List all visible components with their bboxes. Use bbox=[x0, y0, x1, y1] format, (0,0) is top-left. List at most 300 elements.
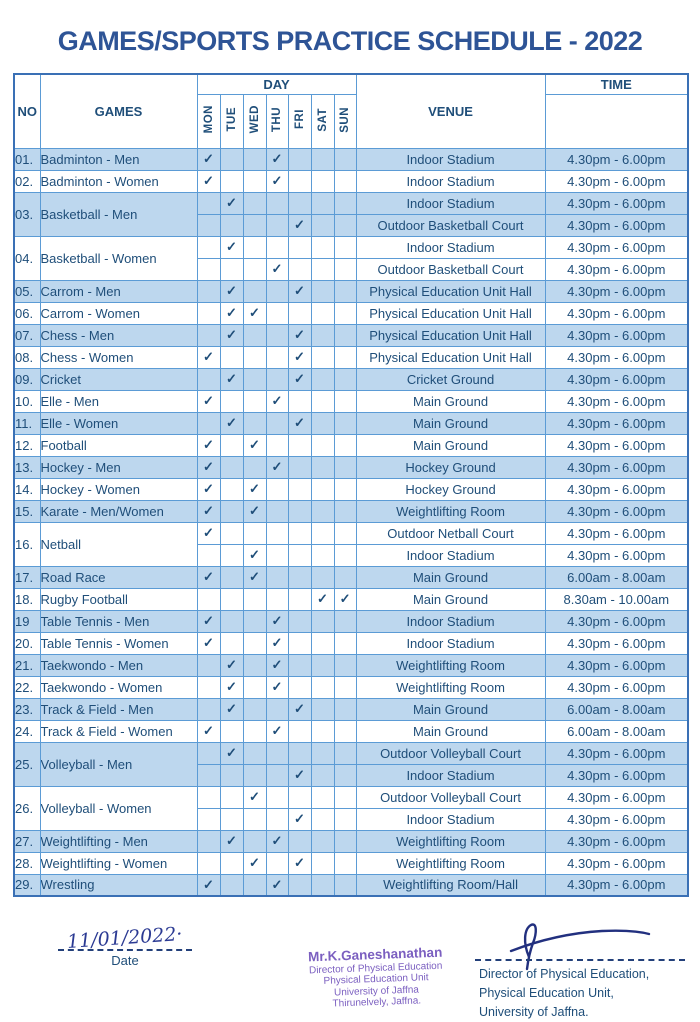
day-check-cell: ✓ bbox=[288, 852, 311, 874]
day-check-cell: ✓ bbox=[334, 588, 356, 610]
day-check-cell: ✓ bbox=[220, 192, 243, 214]
game-name-cell: Badminton - Men bbox=[40, 148, 197, 170]
venue-cell: Weightlifting Room bbox=[356, 830, 545, 852]
day-check-cell bbox=[243, 632, 266, 654]
day-check-cell bbox=[220, 500, 243, 522]
day-check-cell bbox=[334, 874, 356, 896]
date-label: Date bbox=[111, 953, 139, 968]
day-check-cell bbox=[288, 500, 311, 522]
row-number-cell: 06. bbox=[14, 302, 40, 324]
venue-cell: Main Ground bbox=[356, 698, 545, 720]
signatory-line: University of Jaffna. bbox=[479, 1004, 589, 1019]
game-name-cell: Volleyball - Men bbox=[40, 742, 197, 786]
day-check-cell bbox=[334, 280, 356, 302]
venue-cell: Indoor Stadium bbox=[356, 808, 545, 830]
game-name-cell: Weightlifting - Men bbox=[40, 830, 197, 852]
venue-cell: Outdoor Basketball Court bbox=[356, 258, 545, 280]
day-check-cell bbox=[311, 148, 334, 170]
table-row bbox=[14, 478, 688, 500]
time-cell: 6.00am - 8.00am bbox=[545, 698, 688, 720]
table-row bbox=[14, 588, 688, 610]
day-check-cell: ✓ bbox=[243, 786, 266, 808]
signatory-title bbox=[479, 965, 649, 1021]
day-check-cell bbox=[288, 434, 311, 456]
table-row bbox=[14, 566, 688, 588]
day-check-cell bbox=[197, 544, 220, 566]
day-check-cell bbox=[243, 258, 266, 280]
row-number-cell: 21. bbox=[14, 654, 40, 676]
game-name-cell: Track & Field - Men bbox=[40, 698, 197, 720]
venue-cell: Outdoor Basketball Court bbox=[356, 214, 545, 236]
day-check-cell bbox=[288, 302, 311, 324]
day-check-cell bbox=[197, 280, 220, 302]
row-number-cell: 15. bbox=[14, 500, 40, 522]
day-check-cell bbox=[288, 632, 311, 654]
header-time: TIME bbox=[545, 74, 688, 94]
day-check-cell: ✓ bbox=[220, 302, 243, 324]
day-check-cell bbox=[243, 698, 266, 720]
game-name-cell: Karate - Men/Women bbox=[40, 500, 197, 522]
time-cell: 4.30pm - 6.00pm bbox=[545, 192, 688, 214]
day-check-cell: ✓ bbox=[220, 676, 243, 698]
day-check-cell bbox=[243, 214, 266, 236]
day-check-cell: ✓ bbox=[197, 456, 220, 478]
venue-cell: Weightlifting Room bbox=[356, 676, 545, 698]
header-day-sun bbox=[334, 94, 356, 148]
game-name-cell: Chess - Men bbox=[40, 324, 197, 346]
day-check-cell bbox=[334, 566, 356, 588]
day-check-cell bbox=[288, 170, 311, 192]
venue-cell: Physical Education Unit Hall bbox=[356, 346, 545, 368]
day-check-cell bbox=[288, 874, 311, 896]
day-check-cell bbox=[197, 302, 220, 324]
day-check-cell: ✓ bbox=[197, 566, 220, 588]
day-check-cell bbox=[243, 368, 266, 390]
header-day-fri bbox=[288, 94, 311, 148]
day-check-cell bbox=[334, 544, 356, 566]
row-number-cell: 01. bbox=[14, 148, 40, 170]
day-check-cell: ✓ bbox=[243, 302, 266, 324]
day-check-cell bbox=[266, 302, 288, 324]
table-row bbox=[14, 346, 688, 368]
day-check-cell bbox=[266, 566, 288, 588]
day-check-cell bbox=[288, 192, 311, 214]
header-games: GAMES bbox=[40, 74, 197, 148]
venue-cell: Indoor Stadium bbox=[356, 610, 545, 632]
day-check-cell bbox=[311, 786, 334, 808]
day-check-cell bbox=[311, 610, 334, 632]
game-name-cell: Netball bbox=[40, 522, 197, 566]
day-check-cell bbox=[266, 280, 288, 302]
day-check-cell bbox=[266, 742, 288, 764]
table-row bbox=[14, 742, 688, 764]
day-check-cell bbox=[266, 478, 288, 500]
header-venue: VENUE bbox=[356, 74, 545, 148]
time-cell: 4.30pm - 6.00pm bbox=[545, 434, 688, 456]
day-check-cell: ✓ bbox=[266, 874, 288, 896]
day-check-cell bbox=[220, 610, 243, 632]
day-check-cell bbox=[197, 324, 220, 346]
venue-cell: Main Ground bbox=[356, 390, 545, 412]
day-check-cell bbox=[220, 214, 243, 236]
day-check-cell bbox=[266, 764, 288, 786]
time-cell: 4.30pm - 6.00pm bbox=[545, 412, 688, 434]
day-check-cell: ✓ bbox=[266, 170, 288, 192]
time-cell: 4.30pm - 6.00pm bbox=[545, 786, 688, 808]
venue-cell: Weightlifting Room bbox=[356, 654, 545, 676]
row-number-cell: 14. bbox=[14, 478, 40, 500]
day-check-cell bbox=[197, 588, 220, 610]
day-check-cell bbox=[311, 874, 334, 896]
row-number-cell: 07. bbox=[14, 324, 40, 346]
day-check-cell bbox=[334, 676, 356, 698]
day-check-cell: ✓ bbox=[288, 346, 311, 368]
day-label: WED bbox=[248, 105, 261, 134]
day-check-cell bbox=[220, 852, 243, 874]
venue-cell: Outdoor Volleyball Court bbox=[356, 742, 545, 764]
venue-cell: Weightlifting Room bbox=[356, 852, 545, 874]
day-check-cell bbox=[311, 346, 334, 368]
handwritten-date: 11/01/2022· bbox=[66, 922, 184, 954]
day-check-cell bbox=[334, 434, 356, 456]
time-cell: 4.30pm - 6.00pm bbox=[545, 258, 688, 280]
table-row bbox=[14, 676, 688, 698]
day-check-cell bbox=[220, 170, 243, 192]
day-check-cell bbox=[334, 522, 356, 544]
day-check-cell bbox=[197, 214, 220, 236]
day-check-cell bbox=[311, 522, 334, 544]
day-check-cell bbox=[334, 830, 356, 852]
day-check-cell bbox=[243, 742, 266, 764]
time-cell: 4.30pm - 6.00pm bbox=[545, 610, 688, 632]
day-check-cell bbox=[243, 874, 266, 896]
day-check-cell bbox=[243, 456, 266, 478]
day-check-cell bbox=[220, 148, 243, 170]
day-check-cell bbox=[243, 830, 266, 852]
time-cell: 4.30pm - 6.00pm bbox=[545, 852, 688, 874]
row-number-cell: 16. bbox=[14, 522, 40, 566]
venue-cell: Physical Education Unit Hall bbox=[356, 324, 545, 346]
day-check-cell: ✓ bbox=[220, 368, 243, 390]
row-number-cell: 29. bbox=[14, 874, 40, 896]
game-name-cell: Volleyball - Women bbox=[40, 786, 197, 830]
game-name-cell: Cricket bbox=[40, 368, 197, 390]
day-check-cell bbox=[288, 236, 311, 258]
page-title: GAMES/SPORTS PRACTICE SCHEDULE - 2022 bbox=[57, 26, 643, 56]
day-check-cell: ✓ bbox=[220, 236, 243, 258]
day-check-cell: ✓ bbox=[288, 764, 311, 786]
table-row bbox=[14, 654, 688, 676]
venue-cell: Indoor Stadium bbox=[356, 764, 545, 786]
day-label: SUN bbox=[339, 106, 352, 133]
day-check-cell: ✓ bbox=[266, 390, 288, 412]
day-check-cell: ✓ bbox=[288, 324, 311, 346]
day-check-cell bbox=[311, 302, 334, 324]
game-name-cell: Taekwondo - Women bbox=[40, 676, 197, 698]
day-check-cell bbox=[266, 214, 288, 236]
game-name-cell: Weightlifting - Women bbox=[40, 852, 197, 874]
venue-cell: Main Ground bbox=[356, 434, 545, 456]
time-cell: 4.30pm - 6.00pm bbox=[545, 830, 688, 852]
day-check-cell bbox=[197, 192, 220, 214]
day-check-cell bbox=[197, 654, 220, 676]
day-check-cell bbox=[311, 214, 334, 236]
day-check-cell: ✓ bbox=[220, 830, 243, 852]
time-cell: 6.00am - 8.00am bbox=[545, 720, 688, 742]
day-check-cell bbox=[243, 654, 266, 676]
day-check-cell: ✓ bbox=[288, 214, 311, 236]
time-cell: 4.30pm - 6.00pm bbox=[545, 676, 688, 698]
day-check-cell: ✓ bbox=[243, 478, 266, 500]
day-label: FRI bbox=[293, 109, 306, 130]
game-name-cell: Elle - Men bbox=[40, 390, 197, 412]
day-check-cell bbox=[197, 412, 220, 434]
venue-cell: Weightlifting Room bbox=[356, 500, 545, 522]
day-check-cell bbox=[311, 390, 334, 412]
venue-cell: Hockey Ground bbox=[356, 478, 545, 500]
day-check-cell bbox=[311, 192, 334, 214]
table-row bbox=[14, 390, 688, 412]
day-check-cell: ✓ bbox=[266, 456, 288, 478]
game-name-cell: Basketball - Men bbox=[40, 192, 197, 236]
time-cell: 4.30pm - 6.00pm bbox=[545, 324, 688, 346]
day-check-cell: ✓ bbox=[197, 478, 220, 500]
day-check-cell bbox=[197, 852, 220, 874]
row-number-cell: 24. bbox=[14, 720, 40, 742]
header-day-tue bbox=[220, 94, 243, 148]
day-check-cell bbox=[311, 412, 334, 434]
day-check-cell bbox=[266, 544, 288, 566]
day-check-cell bbox=[220, 566, 243, 588]
day-check-cell bbox=[266, 852, 288, 874]
table-row bbox=[14, 170, 688, 192]
game-name-cell: Basketball - Women bbox=[40, 236, 197, 280]
day-check-cell bbox=[334, 610, 356, 632]
day-check-cell bbox=[220, 478, 243, 500]
venue-cell: Indoor Stadium bbox=[356, 148, 545, 170]
day-check-cell: ✓ bbox=[197, 148, 220, 170]
day-check-cell bbox=[311, 654, 334, 676]
day-check-cell: ✓ bbox=[220, 412, 243, 434]
row-number-cell: 26. bbox=[14, 786, 40, 830]
day-check-cell bbox=[220, 544, 243, 566]
day-check-cell bbox=[311, 764, 334, 786]
time-cell: 4.30pm - 6.00pm bbox=[545, 148, 688, 170]
day-check-cell bbox=[311, 236, 334, 258]
day-check-cell bbox=[334, 478, 356, 500]
game-name-cell: Carrom - Women bbox=[40, 302, 197, 324]
time-cell: 4.30pm - 6.00pm bbox=[545, 742, 688, 764]
day-check-cell: ✓ bbox=[243, 544, 266, 566]
day-check-cell: ✓ bbox=[266, 676, 288, 698]
day-check-cell: ✓ bbox=[266, 720, 288, 742]
day-check-cell bbox=[243, 720, 266, 742]
time-cell: 4.30pm - 6.00pm bbox=[545, 544, 688, 566]
day-check-cell bbox=[288, 390, 311, 412]
day-check-cell bbox=[311, 170, 334, 192]
venue-cell: Indoor Stadium bbox=[356, 544, 545, 566]
table-row bbox=[14, 236, 688, 258]
day-check-cell bbox=[243, 522, 266, 544]
row-number-cell: 09. bbox=[14, 368, 40, 390]
day-check-cell bbox=[288, 566, 311, 588]
game-name-cell: Elle - Women bbox=[40, 412, 197, 434]
row-number-cell: 04. bbox=[14, 236, 40, 280]
game-name-cell: Track & Field - Women bbox=[40, 720, 197, 742]
day-check-cell: ✓ bbox=[243, 500, 266, 522]
table-row bbox=[14, 720, 688, 742]
day-check-cell bbox=[334, 500, 356, 522]
day-check-cell bbox=[311, 566, 334, 588]
game-name-cell: Hockey - Men bbox=[40, 456, 197, 478]
day-check-cell bbox=[334, 808, 356, 830]
game-name-cell: Rugby Football bbox=[40, 588, 197, 610]
day-check-cell bbox=[288, 588, 311, 610]
day-check-cell bbox=[197, 258, 220, 280]
table-row bbox=[14, 324, 688, 346]
table-row bbox=[14, 368, 688, 390]
day-check-cell bbox=[334, 214, 356, 236]
day-check-cell: ✓ bbox=[197, 390, 220, 412]
table-row bbox=[14, 434, 688, 456]
day-check-cell bbox=[197, 808, 220, 830]
day-check-cell: ✓ bbox=[288, 412, 311, 434]
time-cell: 4.30pm - 6.00pm bbox=[545, 874, 688, 896]
venue-cell: Hockey Ground bbox=[356, 456, 545, 478]
time-cell: 8.30am - 10.00am bbox=[545, 588, 688, 610]
day-check-cell bbox=[220, 764, 243, 786]
day-check-cell: ✓ bbox=[197, 632, 220, 654]
time-cell: 4.30pm - 6.00pm bbox=[545, 390, 688, 412]
venue-cell: Indoor Stadium bbox=[356, 192, 545, 214]
time-cell: 4.30pm - 6.00pm bbox=[545, 808, 688, 830]
table-row bbox=[14, 192, 688, 214]
day-check-cell bbox=[197, 676, 220, 698]
day-check-cell bbox=[311, 434, 334, 456]
day-check-cell bbox=[243, 390, 266, 412]
day-check-cell bbox=[334, 720, 356, 742]
day-label: TUE bbox=[225, 107, 238, 132]
header-day-mon bbox=[197, 94, 220, 148]
venue-cell: Outdoor Volleyball Court bbox=[356, 786, 545, 808]
day-check-cell: ✓ bbox=[266, 258, 288, 280]
table-row bbox=[14, 852, 688, 874]
day-check-cell bbox=[334, 368, 356, 390]
table-row bbox=[14, 456, 688, 478]
day-check-cell bbox=[311, 258, 334, 280]
row-number-cell: 22. bbox=[14, 676, 40, 698]
signature-icon bbox=[497, 913, 667, 973]
game-name-cell: Hockey - Women bbox=[40, 478, 197, 500]
day-check-cell bbox=[334, 632, 356, 654]
day-check-cell bbox=[288, 522, 311, 544]
day-check-cell bbox=[243, 192, 266, 214]
day-check-cell bbox=[334, 148, 356, 170]
time-cell: 4.30pm - 6.00pm bbox=[545, 280, 688, 302]
day-check-cell bbox=[311, 720, 334, 742]
day-check-cell bbox=[220, 522, 243, 544]
game-name-cell: Badminton - Women bbox=[40, 170, 197, 192]
day-check-cell bbox=[266, 808, 288, 830]
stamp-line: University of Jaffna bbox=[333, 984, 420, 998]
day-check-cell bbox=[334, 346, 356, 368]
day-check-cell bbox=[334, 324, 356, 346]
day-check-cell: ✓ bbox=[197, 170, 220, 192]
stamp-line: Thirunelvely, Jaffna. bbox=[332, 995, 422, 1010]
time-cell: 4.30pm - 6.00pm bbox=[545, 764, 688, 786]
stamp-line: Physical Education Unit bbox=[323, 972, 429, 987]
day-check-cell bbox=[220, 346, 243, 368]
day-check-cell bbox=[243, 148, 266, 170]
game-name-cell: Table Tennis - Men bbox=[40, 610, 197, 632]
day-check-cell bbox=[266, 192, 288, 214]
day-check-cell bbox=[266, 324, 288, 346]
day-check-cell: ✓ bbox=[197, 720, 220, 742]
day-check-cell bbox=[311, 456, 334, 478]
day-check-cell bbox=[311, 676, 334, 698]
footer bbox=[0, 905, 700, 1022]
day-label: SAT bbox=[316, 107, 329, 132]
day-check-cell bbox=[334, 170, 356, 192]
day-check-cell: ✓ bbox=[243, 852, 266, 874]
venue-cell: Physical Education Unit Hall bbox=[356, 302, 545, 324]
day-check-cell bbox=[311, 698, 334, 720]
day-check-cell bbox=[311, 830, 334, 852]
signatory-line: Physical Education Unit, bbox=[479, 985, 614, 1000]
time-cell: 4.30pm - 6.00pm bbox=[545, 170, 688, 192]
day-check-cell bbox=[288, 544, 311, 566]
day-check-cell bbox=[311, 544, 334, 566]
day-check-cell bbox=[197, 764, 220, 786]
day-check-cell bbox=[311, 324, 334, 346]
day-check-cell bbox=[334, 852, 356, 874]
header-day-sat bbox=[311, 94, 334, 148]
day-check-cell: ✓ bbox=[288, 368, 311, 390]
day-check-cell bbox=[220, 808, 243, 830]
row-number-cell: 12. bbox=[14, 434, 40, 456]
day-check-cell bbox=[334, 786, 356, 808]
table-header bbox=[14, 74, 688, 148]
day-check-cell bbox=[266, 698, 288, 720]
day-check-cell bbox=[243, 588, 266, 610]
day-check-cell bbox=[243, 412, 266, 434]
day-check-cell: ✓ bbox=[220, 698, 243, 720]
time-cell: 4.30pm - 6.00pm bbox=[545, 302, 688, 324]
day-check-cell bbox=[220, 456, 243, 478]
venue-cell: Indoor Stadium bbox=[356, 170, 545, 192]
row-number-cell: 23. bbox=[14, 698, 40, 720]
day-check-cell: ✓ bbox=[266, 632, 288, 654]
day-check-cell: ✓ bbox=[266, 148, 288, 170]
time-cell: 4.30pm - 6.00pm bbox=[545, 654, 688, 676]
table-row bbox=[14, 874, 688, 896]
venue-cell: Outdoor Netball Court bbox=[356, 522, 545, 544]
day-check-cell bbox=[288, 654, 311, 676]
venue-cell: Main Ground bbox=[356, 720, 545, 742]
day-check-cell bbox=[243, 280, 266, 302]
day-check-cell: ✓ bbox=[197, 500, 220, 522]
day-check-cell bbox=[197, 786, 220, 808]
day-check-cell bbox=[288, 786, 311, 808]
day-check-cell bbox=[197, 236, 220, 258]
day-check-cell: ✓ bbox=[197, 522, 220, 544]
day-check-cell: ✓ bbox=[197, 874, 220, 896]
day-check-cell: ✓ bbox=[197, 610, 220, 632]
day-check-cell bbox=[220, 390, 243, 412]
game-name-cell: Wrestling bbox=[40, 874, 197, 896]
header-day-wed bbox=[243, 94, 266, 148]
day-check-cell: ✓ bbox=[220, 324, 243, 346]
